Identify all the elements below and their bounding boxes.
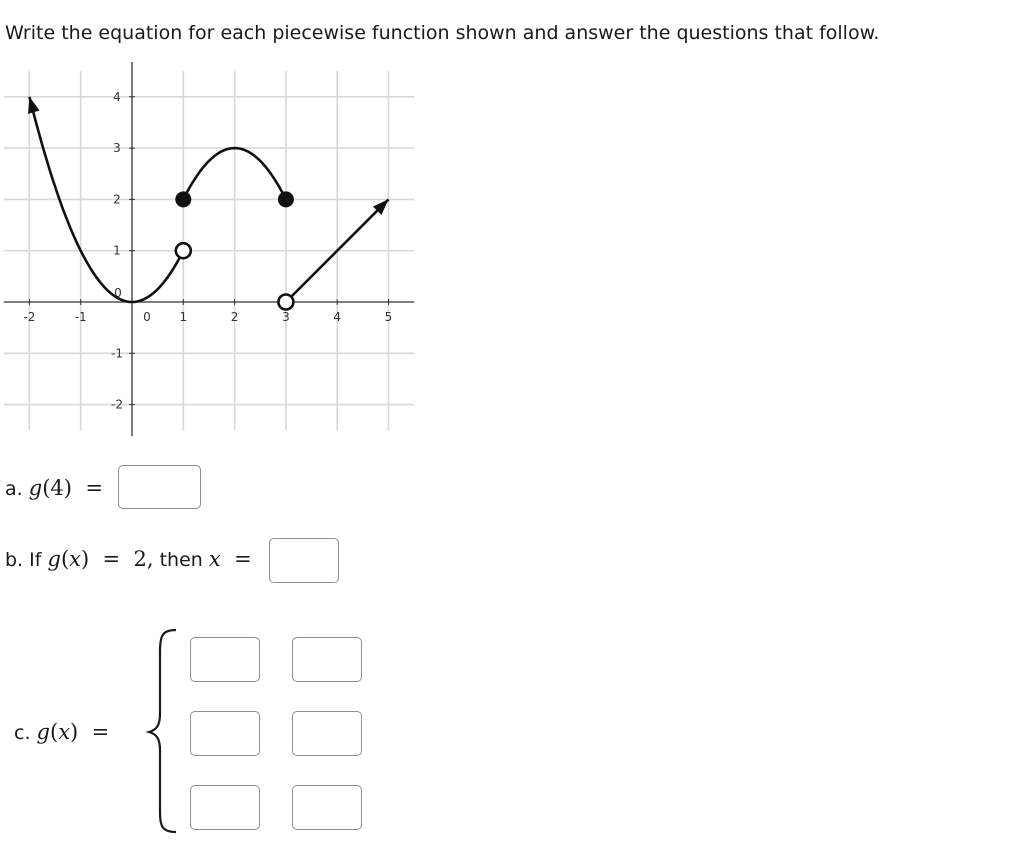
then-text: then bbox=[159, 549, 203, 571]
piece-3-domain-input[interactable] bbox=[292, 785, 362, 830]
piece-1-expression-input[interactable] bbox=[190, 637, 260, 682]
x-tick-label: -2 bbox=[23, 310, 36, 324]
variable-x: x bbox=[69, 547, 81, 571]
question-b-value: 2, bbox=[133, 547, 154, 571]
function-name: g bbox=[47, 547, 61, 571]
question-b-expression: g(x) = 2, bbox=[47, 547, 154, 571]
question-a-argument: 4 bbox=[50, 476, 64, 500]
y-tick-label: 4 bbox=[113, 89, 121, 104]
x-tick-label: 4 bbox=[333, 310, 342, 324]
open-point bbox=[176, 243, 191, 258]
x-tick-label: 2 bbox=[230, 310, 239, 324]
closed-point bbox=[278, 191, 294, 207]
y-tick-label: 2 bbox=[113, 192, 121, 207]
y-tick-label: 1 bbox=[113, 243, 121, 258]
piecewise-graph bbox=[0, 62, 420, 442]
equals-sign: = bbox=[102, 547, 121, 571]
question-a bbox=[5, 476, 103, 500]
question-a-expression: g(4) = bbox=[28, 476, 103, 500]
answer-a-input[interactable] bbox=[118, 465, 201, 509]
variable-x: x bbox=[208, 547, 221, 571]
y-tick-label: -1 bbox=[111, 346, 123, 361]
question-c bbox=[14, 720, 109, 744]
question-c-prefix: c. bbox=[14, 722, 31, 744]
x-tick-label: 0 bbox=[143, 310, 151, 324]
y-tick-label: -2 bbox=[111, 397, 123, 412]
x-tick-label: 1 bbox=[179, 310, 188, 324]
grid-lines bbox=[4, 71, 414, 430]
open-point bbox=[278, 295, 293, 310]
question-b bbox=[5, 547, 252, 571]
x-tick-label: -1 bbox=[74, 310, 87, 324]
piecewise-brace bbox=[146, 628, 186, 834]
equals-sign: = bbox=[91, 720, 110, 744]
piece-2-domain-input[interactable] bbox=[292, 711, 362, 756]
x-tick-label: 3 bbox=[282, 310, 290, 324]
equals-sign: = bbox=[85, 476, 103, 500]
arrow-head bbox=[28, 97, 40, 114]
function-name: g bbox=[28, 476, 43, 500]
axes bbox=[4, 62, 414, 436]
question-b-var-expression bbox=[209, 547, 252, 571]
x-tick-label: 5 bbox=[384, 310, 393, 324]
question-b-prefix: b. If bbox=[5, 549, 42, 571]
piece-2-expression-input[interactable] bbox=[190, 711, 260, 756]
y-tick-label: 3 bbox=[113, 141, 121, 156]
piece-1-domain-input[interactable] bbox=[292, 637, 362, 682]
endpoint-markers bbox=[28, 97, 388, 310]
piece-3-expression-input[interactable] bbox=[190, 785, 260, 830]
question-a-prefix: a. bbox=[5, 478, 23, 500]
variable-x: x bbox=[58, 720, 71, 744]
origin-label: 0 bbox=[114, 286, 122, 300]
equals-sign: = bbox=[234, 547, 252, 571]
instructions-text: Write the equation for each piecewise function shown and answer the questions that follow. bbox=[5, 22, 880, 44]
question-c-expression: g(x) = bbox=[36, 720, 110, 744]
function-name: g bbox=[36, 720, 50, 744]
answer-b-input[interactable] bbox=[269, 538, 339, 583]
closed-point bbox=[175, 191, 191, 207]
